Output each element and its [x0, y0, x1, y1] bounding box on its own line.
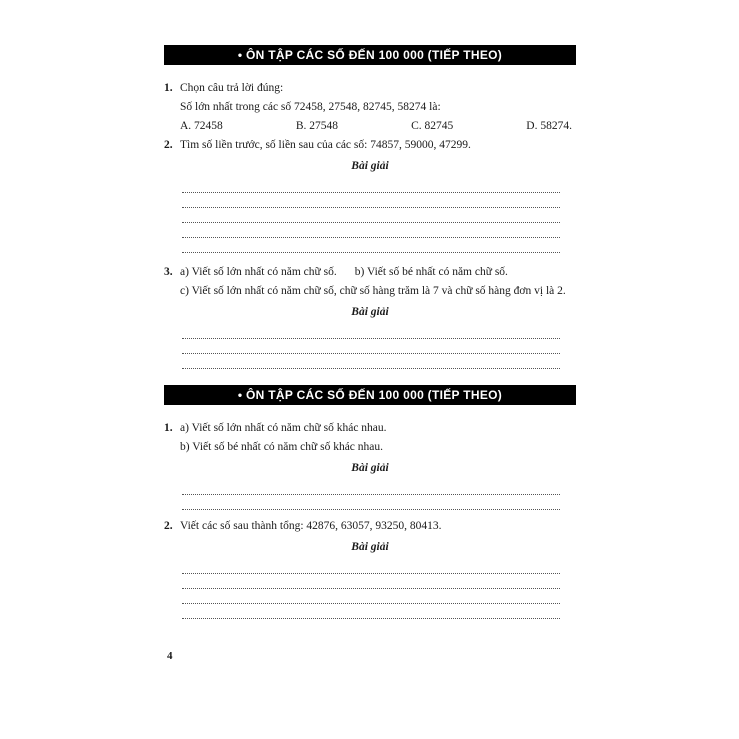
question-1 — [164, 79, 576, 136]
question-text: Chọn câu trả lời đúng: — [180, 82, 284, 94]
answer-line — [182, 495, 560, 510]
question-part-a: a) Viết số lớn nhất có năm chữ số. — [180, 266, 337, 278]
question-number: 2. — [164, 139, 173, 151]
answer-lines-block — [182, 480, 560, 510]
answer-line — [182, 604, 560, 619]
question-3 — [164, 263, 576, 301]
answer-lines-block — [182, 178, 560, 253]
question-number: 1. — [164, 422, 173, 434]
option-a: A. 72458 — [180, 120, 223, 132]
question-part-a: a) Viết số lớn nhất có năm chữ số khác nhau. — [180, 422, 387, 434]
answer-line — [182, 193, 560, 208]
option-b: B. 27548 — [295, 120, 339, 132]
question-number: 3. — [164, 266, 173, 278]
answer-lines-block — [182, 324, 560, 369]
answer-line — [182, 354, 560, 369]
question-part-b: b) Viết số bé nhất có năm chữ số. — [354, 266, 508, 278]
question-number: 2. — [164, 520, 173, 532]
page-number: 4 — [167, 650, 173, 662]
answer-line — [182, 480, 560, 495]
answer-options-row — [180, 117, 576, 136]
section-header-banner: • ÔN TẬP CÁC SỐ ĐẾN 100 000 (TIẾP THEO) — [164, 45, 576, 65]
question-part-c: c) Viết số lớn nhất có năm chữ số, chữ số hàng trăm là 7 và chữ số hàng đơn vị là 2. — [180, 285, 566, 297]
answer-line — [182, 238, 560, 253]
question-text: Số lớn nhất trong các số 72458, 27548, 82745, 58274 là: — [180, 101, 441, 113]
question-part-b: b) Viết số bé nhất có năm chữ số khác nhau. — [180, 441, 384, 453]
solution-label: Bài giải — [351, 160, 389, 172]
answer-line — [182, 223, 560, 238]
question-2 — [164, 136, 576, 155]
section-header-banner: • ÔN TẬP CÁC SỐ ĐẾN 100 000 (TIẾP THEO) — [164, 385, 576, 405]
answer-line — [182, 178, 560, 193]
question-parts-row — [180, 263, 576, 282]
question-number: 1. — [164, 82, 173, 94]
solution-label: Bài giải — [351, 541, 389, 553]
question-text: Tìm số liền trước, số liền sau của các số: 74857, 59000, 47299. — [180, 139, 471, 151]
answer-line — [182, 324, 560, 339]
solution-label: Bài giải — [351, 462, 389, 474]
option-c: C. 82745 — [411, 120, 454, 132]
question-1 — [164, 419, 576, 457]
page-content — [164, 45, 576, 619]
question-text: Viết các số sau thành tổng: 42876, 63057, 93250, 80413. — [180, 520, 442, 532]
answer-line — [182, 339, 560, 354]
question-2 — [164, 517, 576, 536]
answer-line — [182, 589, 560, 604]
answer-line — [182, 208, 560, 223]
option-d: D. 58274. — [526, 120, 572, 132]
answer-line — [182, 559, 560, 574]
solution-label: Bài giải — [351, 306, 389, 318]
answer-lines-block — [182, 559, 560, 619]
answer-line — [182, 574, 560, 589]
